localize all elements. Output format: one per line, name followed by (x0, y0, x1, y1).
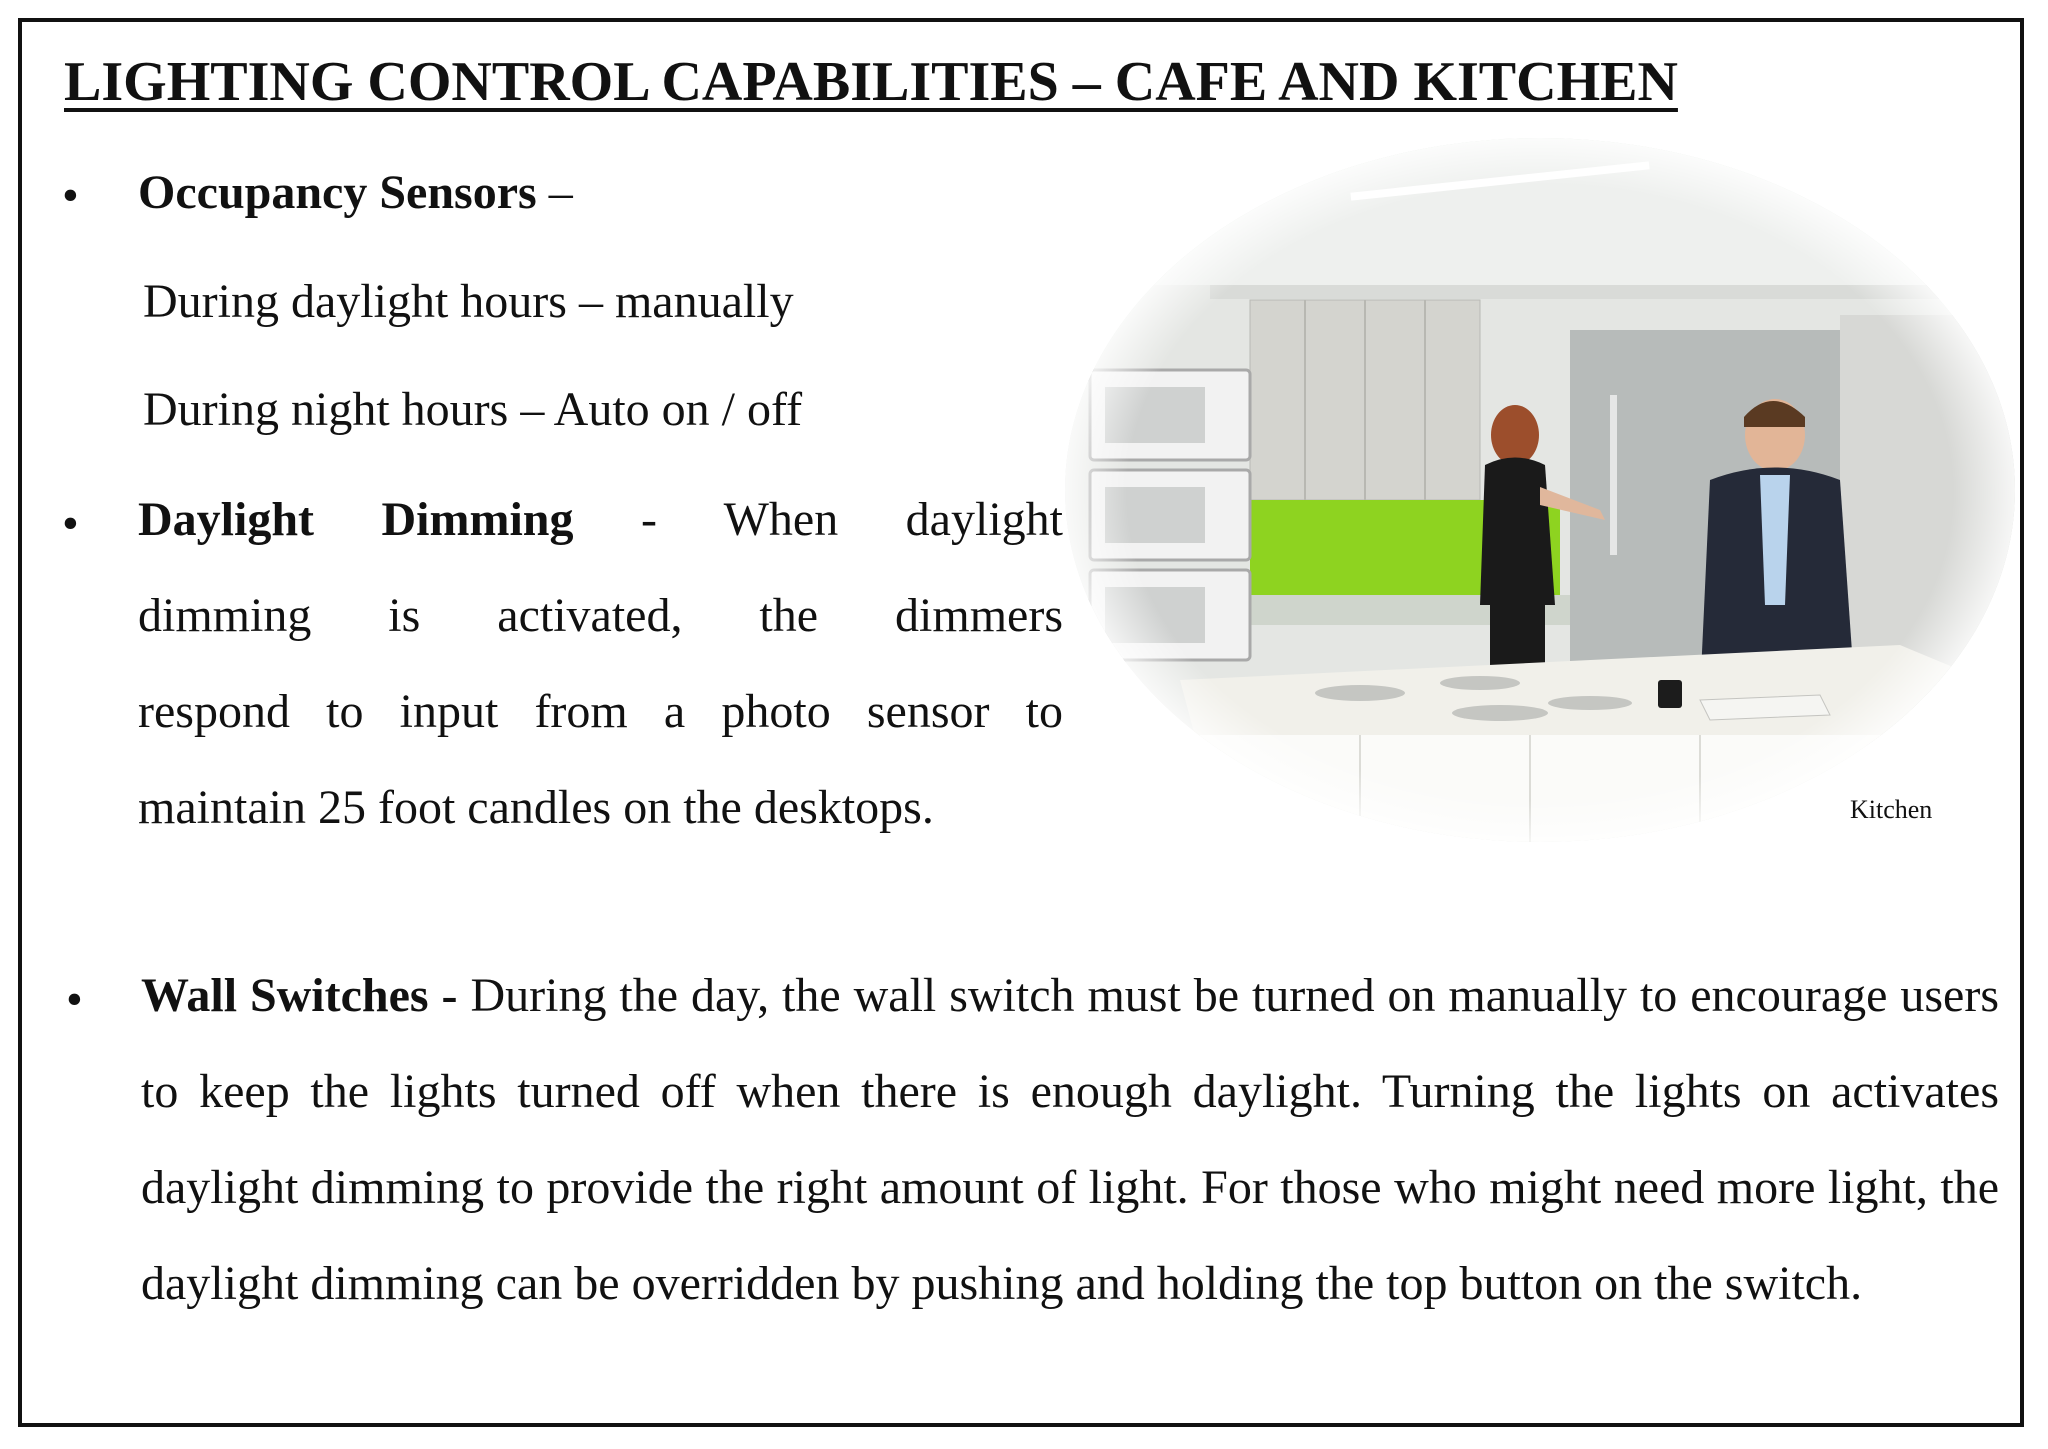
page-title: LIGHTING CONTROL CAPABILITIES – CAFE AND KITCHEN (64, 51, 1678, 113)
dimming-line-4: maintain 25 foot candles on the desktops. (138, 781, 934, 834)
bullet-icon: • (62, 169, 79, 222)
switches-text: During the day, the wall switch must be turned on manually to encourage users to keep the lights turned off when there is enough daylight. Turning the lights on activates daylight dimming to provide the right amount of light. For those who might need more light, the daylight dimming can be overridden by pushing and holding the top button on the switch. (141, 969, 2000, 1310)
bullet-icon: • (62, 497, 79, 550)
image-caption: Kitchen (1850, 795, 1933, 824)
occupancy-heading: Occupancy Sensors (138, 166, 537, 219)
dimming-line-3: respond to input from a photo sensor to (138, 685, 1063, 738)
kitchen-photo (1060, 135, 2020, 850)
occupancy-dash: – (536, 166, 573, 219)
dimming-line-2: dimming is activated, the dimmers (138, 589, 1063, 642)
switches-heading: Wall Switches - (141, 969, 458, 1022)
dimming-line-1-text: - When daylight (640, 493, 1063, 546)
occupancy-heading-line (138, 165, 573, 220)
dimming-heading: Daylight Dimming (138, 493, 574, 546)
switches-paragraph (141, 948, 1999, 1332)
bullet-icon: • (66, 973, 83, 1026)
dimming-line-1 (138, 492, 1063, 547)
occupancy-daylight: During daylight hours – manually (143, 275, 794, 328)
occupancy-night: During night hours – Auto on / off (143, 383, 803, 436)
